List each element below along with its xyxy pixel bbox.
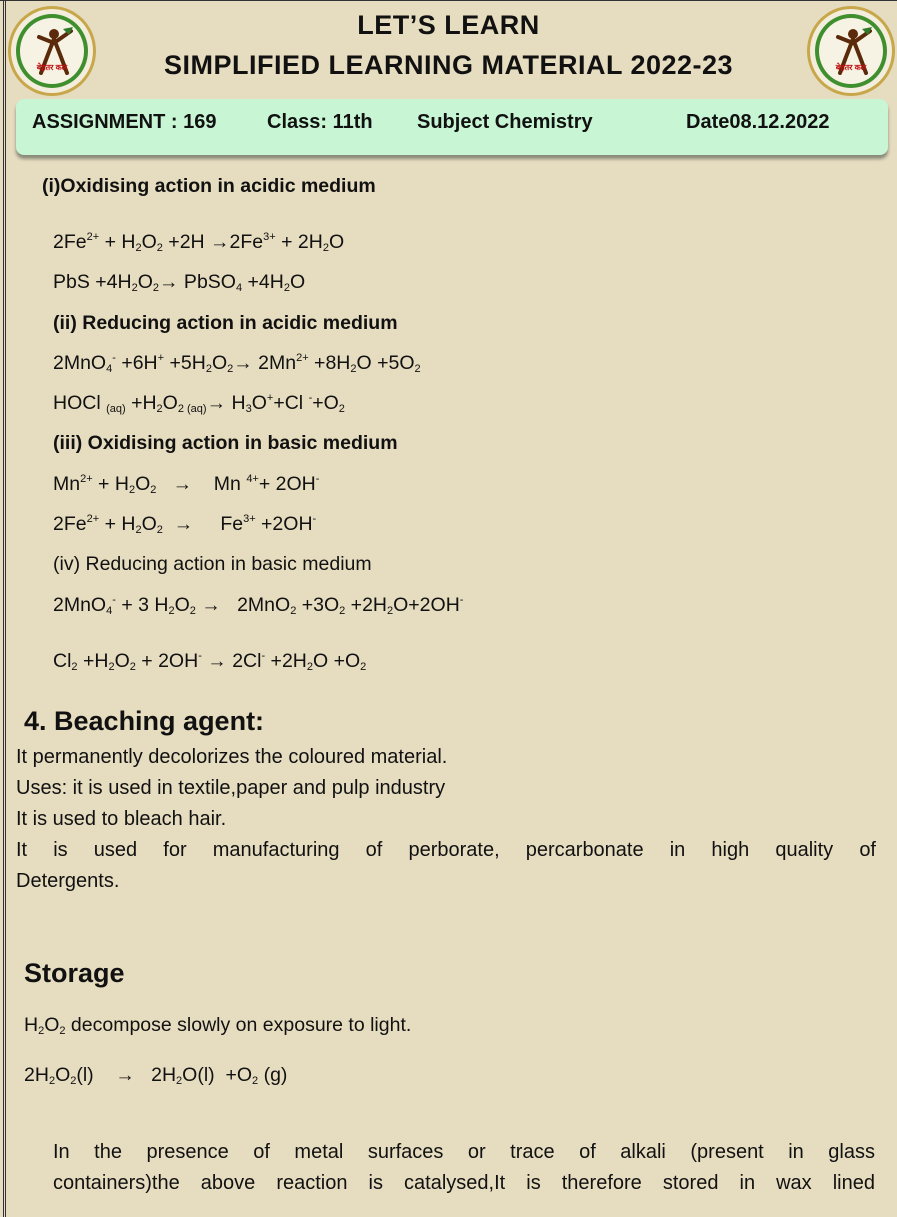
section-heading: (iii) Oxidising action in basic medium [53,432,398,454]
text-line: It is used for manufacturing of perborate, percarbonate in high quality of [16,839,876,861]
assignment-bar [16,99,888,155]
text-line: containers)the above reaction is catalysed,It is therefore stored in wax lined [53,1172,875,1194]
equation: $2Fe^{2+} + H_2O_2$ → $Fe^{3+} +2OH^-$ [53,513,317,536]
equation: 2MnO$_4$- + 3 $H_2O_2 \to 2MnO_2 +3O_2 +2H_2O+2OH^-$ [53,594,464,617]
equation: $2H_2O_2(l)$ → $2H_2O(l) +O_2$ (g) [24,1064,288,1087]
subject-label: Subject Chemistry [417,111,593,133]
equation: HOCl $_{(aq)} +H_2O_{2 (aq)}\to H_3O^++Cl$ $^-+O_2$ [53,392,345,415]
page-border-left [3,0,6,1217]
page-border-top [0,0,897,4]
equation: $2Fe^{2+} + H_2O_2 +2H \to 2Fe^{3+} + 2H_2O$ [53,231,345,254]
bleaching-text [16,742,876,897]
page-subtitle: SIMPLIFIED LEARNING MATERIAL 2022-23 [163,50,734,80]
equation: $2MnO_4^- +6H^+ +5H_2O_2\to 2Mn^{2+} +8H_2O +5O_2$ [53,352,421,375]
class-label: Class: 11th [267,111,373,133]
page-title: LET’S LEARN [357,10,540,40]
logo-text: बेहतर कल [36,63,68,72]
text-line: Detergents. [16,870,120,892]
section-heading: (ii) Reducing action in acidic medium [53,312,398,334]
text-line: It permanently decolorizes the coloured material. [16,746,448,768]
storage-text: $H_2O_2$ decompose slowly on exposure to light. [24,1014,412,1037]
assignment-number: ASSIGNMENT : 169 [32,111,217,133]
text-line: Uses: it is used in textile,paper and pulp industry [16,777,446,799]
section-heading: (iv) Reducing action in basic medium [53,553,372,575]
storage-paragraph [53,1137,875,1199]
equation: $Mn^{2+} + H_2O_2$ → Mn $^{4+}$+ 2OH- [53,473,320,496]
text-line: In the presence of metal surfaces or trace of alkali (present in glass [53,1141,875,1163]
bleaching-heading: 4. Beaching agent: [24,706,265,736]
date-label: Date08.12.2022 [686,111,830,133]
section-heading: (i)Oxidising action in acidic medium [42,175,376,197]
equation: $Cl_2 +H_2O_2 + 2OH^- \to 2Cl^- +2H_2O +O_2$ [53,650,367,673]
logo-text: बेहतर कल [835,63,867,72]
text-line: It is used to bleach hair. [16,808,227,830]
storage-heading: Storage [24,958,125,988]
equation: PbS $+4H_2O_2\to$ PbSO$_4$ $+4H_2O$ [53,271,306,294]
